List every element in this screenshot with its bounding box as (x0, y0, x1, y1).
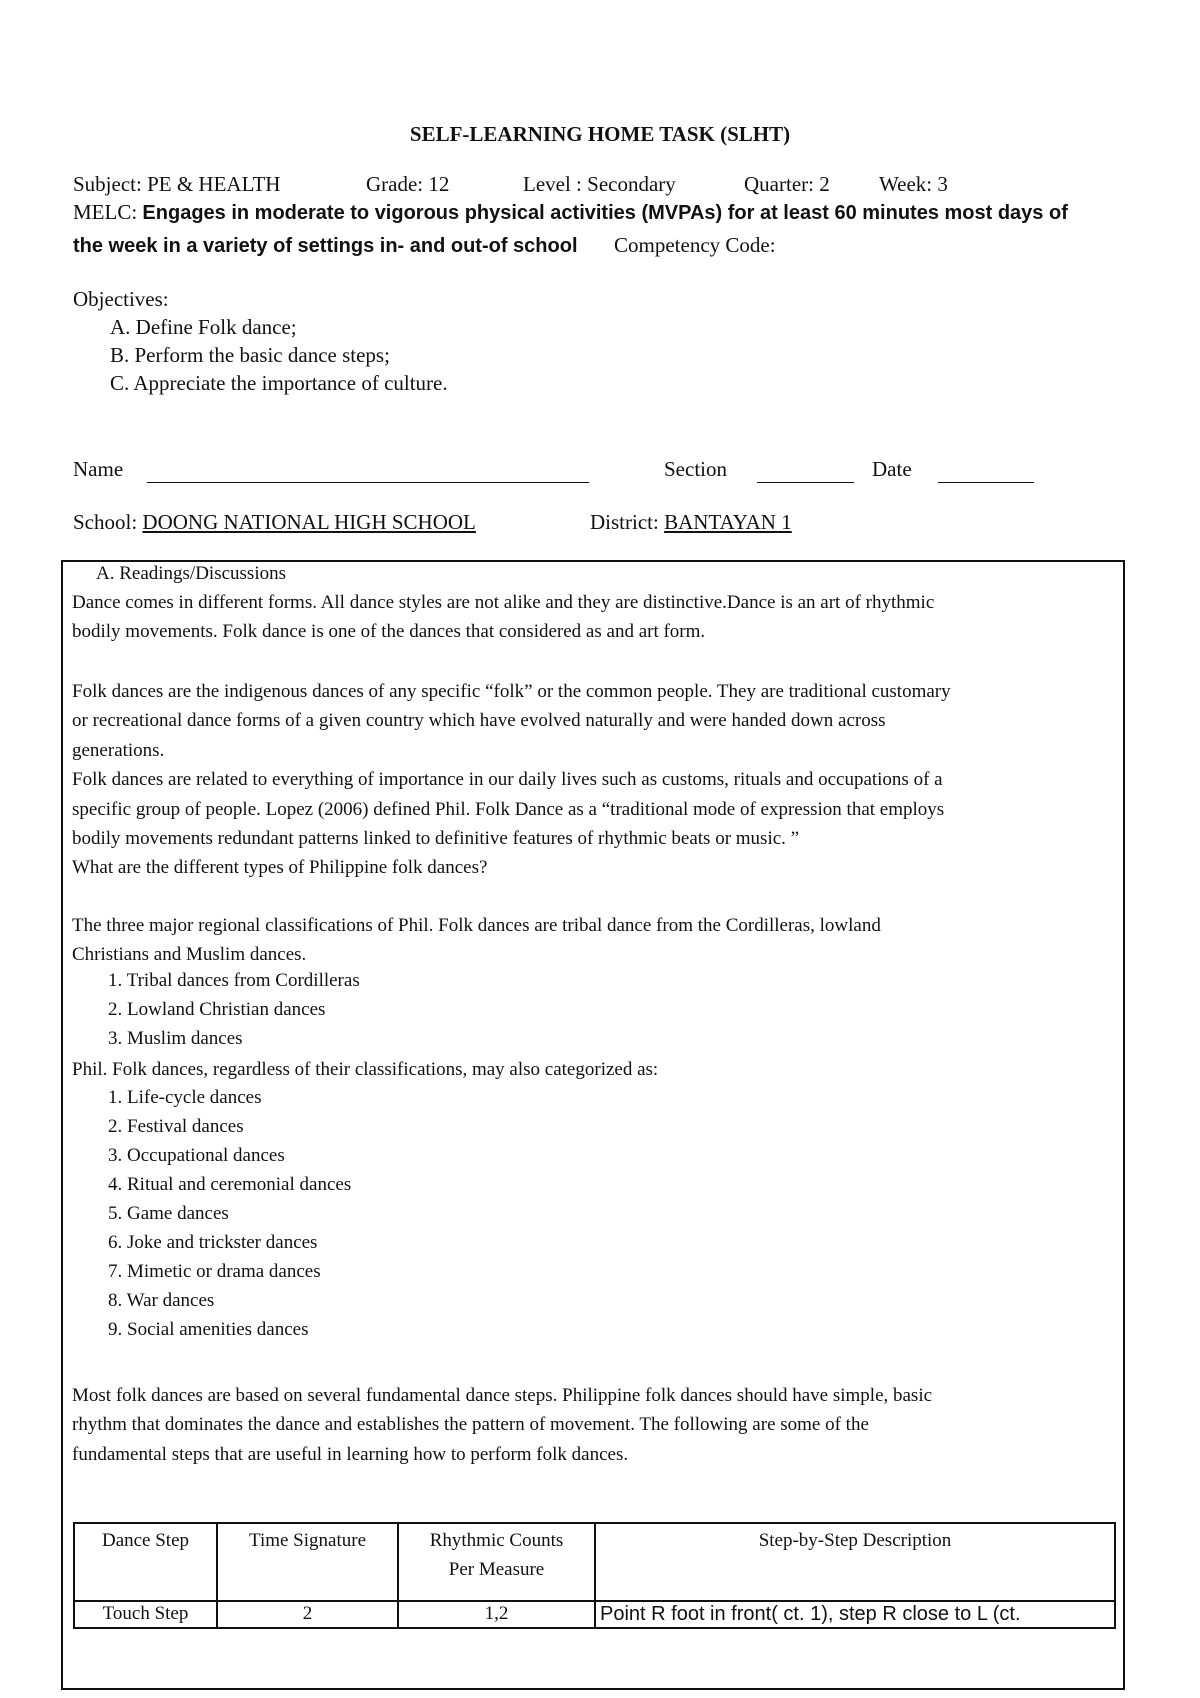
objective-item: B. Perform the basic dance steps; (110, 343, 390, 367)
paragraph-line: bodily movements redundant patterns linked to definitive features of rhythmic beats or music. ” (72, 828, 800, 850)
cell-rhythmic-counts: 1,2 (398, 1601, 595, 1628)
paragraph-line: specific group of people. Lopez (2006) defined Phil. Folk Dance as a “traditional mode of expression that employs (72, 798, 945, 820)
list-item: 5. Game dances (108, 1203, 229, 1224)
list-item: 8. War dances (108, 1290, 215, 1311)
header-time-signature: Time Signature (217, 1523, 398, 1601)
competency-code-label: Competency Code: (614, 233, 776, 257)
melc-text-line-1: Engages in moderate to vigorous physical activities (MVPAs) for at least 60 minutes most days of (142, 202, 1068, 224)
paragraph-line: Folk dances are the indigenous dances of any specific “folk” or the common people. They are traditional customary (72, 681, 951, 702)
readings-heading: A. Readings/Discussions (96, 563, 286, 584)
paragraph-line: bodily movements. Folk dance is one of the dances that considered as and art form. (72, 621, 706, 643)
header-description: Step-by-Step Description (595, 1523, 1115, 1601)
melc-text-line-2: the week in a variety of settings in- and out-of school (73, 235, 578, 257)
list-item: 7. Mimetic or drama dances (108, 1261, 321, 1282)
paragraph-line: rhythm that dominates the dance and establishes the pattern of movement. The following are some of the (72, 1414, 869, 1436)
district-value: BANTAYAN 1 (664, 510, 792, 534)
page-title: SELF-LEARNING HOME TASK (SLHT) (409, 122, 791, 146)
date-label: Date (872, 457, 912, 481)
melc-label: MELC: (73, 200, 138, 224)
paragraph-line: The three major regional classifications of Phil. Folk dances are tribal dance from the Cordilleras, lowland (72, 915, 881, 936)
cell-description: Point R foot in front( ct. 1), step R close to L (ct. (595, 1601, 1115, 1628)
paragraph-3 (72, 911, 881, 970)
table-header-row (74, 1523, 1115, 1601)
subject-label: Subject: PE & HEALTH (73, 172, 281, 196)
school-value: DOONG NATIONAL HIGH SCHOOL (142, 510, 476, 534)
objective-item: A. Define Folk dance; (110, 315, 297, 339)
list-item: 9. Social amenities dances (108, 1319, 309, 1340)
name-field[interactable] (147, 462, 589, 483)
section-label: Section (664, 457, 727, 481)
table-row (74, 1601, 1115, 1628)
header-rhythmic-counts (398, 1523, 595, 1601)
objective-item: C. Appreciate the importance of culture. (110, 371, 448, 395)
header-rhythmic-counts-line1: Rhythmic Counts (429, 1530, 564, 1551)
paragraph-2 (72, 677, 951, 883)
objectives-heading: Objectives: (73, 287, 169, 311)
paragraph-line: Folk dances are related to everything of importance in our daily lives such as customs, rituals and occupations of a (72, 769, 943, 791)
quarter-label: Quarter: 2 (744, 172, 830, 196)
name-label: Name (73, 457, 124, 481)
melc-line-2 (73, 233, 776, 258)
list-item: 3. Muslim dances (108, 1028, 243, 1049)
categories-intro: Phil. Folk dances, regardless of their classifications, may also categorized as: (72, 1059, 659, 1080)
grade-label: Grade: 12 (366, 172, 450, 196)
section-field[interactable] (757, 462, 854, 483)
district-label: District: (590, 510, 659, 534)
paragraph-line: generations. (72, 739, 165, 761)
dance-steps-table (73, 1522, 1116, 1629)
paragraph-line: What are the different types of Philippine folk dances? (72, 857, 488, 879)
paragraph-line: Most folk dances are based on several fundamental dance steps. Philippine folk dances should have simple, basic (72, 1385, 933, 1406)
paragraph-line: fundamental steps that are useful in learning how to perform folk dances. (72, 1443, 629, 1465)
district-row (590, 510, 792, 535)
list-item: 6. Joke and trickster dances (108, 1232, 318, 1253)
list-item: 2. Lowland Christian dances (108, 999, 326, 1020)
cell-dance-step: Touch Step (74, 1601, 217, 1628)
list-item: 3. Occupational dances (108, 1145, 285, 1166)
list-item: 1. Life-cycle dances (108, 1087, 262, 1108)
paragraph-line: Christians and Muslim dances. (72, 944, 307, 966)
paragraph-4 (72, 1381, 932, 1469)
school-label: School: (73, 510, 138, 534)
paragraph-1 (72, 588, 934, 647)
header-dance-step: Dance Step (74, 1523, 217, 1601)
list-item: 4. Ritual and ceremonial dances (108, 1174, 352, 1195)
melc-line-1 (73, 200, 1068, 225)
list-item: 2. Festival dances (108, 1116, 244, 1137)
level-label: Level : Secondary (523, 172, 676, 196)
cell-time-signature: 2 (217, 1601, 398, 1628)
date-field[interactable] (938, 462, 1034, 483)
paragraph-line: or recreational dance forms of a given country which have evolved naturally and were handed down across (72, 710, 886, 732)
school-row (73, 510, 476, 535)
paragraph-line: Dance comes in different forms. All dance styles are not alike and they are distinctive.Dance is an art of rhythmic (72, 592, 935, 613)
list-item: 1. Tribal dances from Cordilleras (108, 970, 360, 991)
week-label: Week: 3 (879, 172, 948, 196)
header-rhythmic-counts-line2: Per Measure (448, 1559, 545, 1580)
